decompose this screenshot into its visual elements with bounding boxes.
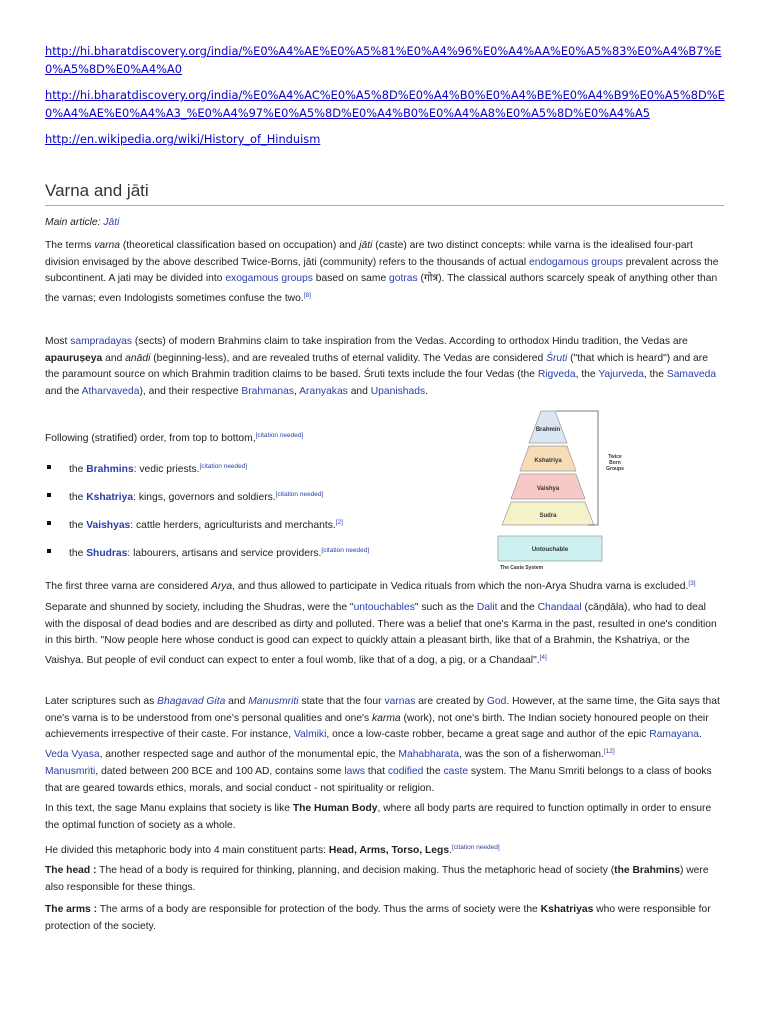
paragraph-arya: The first three varna are considered Arya, and thus allowed to participate in Vedica rituals from which the non-Arya Shudra varna is excluded.[3]	[45, 580, 696, 592]
list-item-vaishyas: the Vaishyas: cattle herders, agriculturists and merchants.[2]	[69, 519, 343, 531]
list-item-kshatriya: the Kshatriya: kings, governors and soldiers.[citation needed]	[69, 491, 324, 503]
paragraph-untouchables: Separate and shunned by society, including the Shudras, were the "untouchables" such as the Dalit and the Chandaal (cāṇḍāla), who had to deal with the disposal of dead bodies and are described as dirty and polluted. There was a belief that one's Karma in the past, resulted in one's condition in this birth. "Now people here whose conduct is good can expect to quickly attain a pleasant birth, like that of a Brahmin, the Kshatriya, or the Vaishya. But people of evil conduct can expect to enter a foul womb, like that of a dog, a pig, or a Chandaal".[4]	[45, 602, 717, 666]
bullet-marker	[47, 465, 51, 469]
link-vaishyas[interactable]: Vaishyas	[86, 520, 131, 531]
paragraph-vedas: Most sampradayas (sects) of modern Brahmins claim to take inspiration from the Vedas. According to orthodox Hindu tradition, the Vedas are apauruṣeya and anādi (beginning-less), and are revealed truths of eternal validity. The Vedas are considered Śruti ("that which is heard") and are the paramount source on which Brahmin tradition claims to be based. Śruti texts include the four Vedas (the Rigveda, the Yajurveda, the Samaveda and the Atharvaveda), and their respective Brahmanas, Aranyakas and Upanishads.	[45, 336, 717, 397]
link-manusmriti-2[interactable]: Manusmriti	[45, 766, 96, 777]
bracket-label-line: Twice	[608, 454, 622, 460]
figure-caption: The Caste System	[500, 565, 544, 571]
link-brahmanas[interactable]: Brahmanas	[241, 385, 295, 397]
link-sruti[interactable]: Śruti	[546, 352, 568, 364]
link-kshatriya[interactable]: Kshatriya	[86, 492, 134, 503]
citation-needed[interactable]: [citation needed]	[321, 547, 370, 554]
link-yajurveda[interactable]: Yajurveda	[598, 369, 644, 380]
label-vaishya: Vaishya	[536, 486, 560, 492]
heading-rule	[45, 205, 724, 206]
link-bhagavad-gita[interactable]: Bhagavad Gita	[157, 696, 226, 707]
link-brahmins[interactable]: Brahmins	[86, 464, 134, 475]
link-god[interactable]: God	[486, 696, 507, 707]
link-dalit[interactable]: Dalit	[476, 602, 498, 613]
link-gotras[interactable]: gotras	[389, 273, 418, 284]
ref-3[interactable]: [3]	[688, 580, 696, 587]
ref-4[interactable]: [4]	[539, 653, 547, 661]
link-varnas[interactable]: varnas	[384, 696, 416, 707]
link-laws[interactable]: laws	[344, 766, 365, 777]
paragraph-manusmriti: Manusmriti, dated between 200 BCE and 100 AD, contains some laws that codified the caste system. The Manu Smriti belongs to a class of books that are geared towards ethics, morals, and social conduct - not spirituality or religion.	[45, 766, 712, 794]
caste-pyramid-figure	[494, 405, 634, 571]
link-rigveda[interactable]: Rigveda	[537, 369, 576, 380]
main-article-note	[45, 215, 725, 232]
link-manusmriti[interactable]: Manusmriti	[248, 696, 299, 707]
link-url-history-of-hinduism[interactable]: http://en.wikipedia.org/wiki/History_of_Hinduism	[45, 132, 321, 146]
link-veda-vyasa[interactable]: Veda Vyasa	[45, 748, 100, 760]
link-chandaal[interactable]: Chandaal	[537, 602, 582, 613]
citation-needed[interactable]: [citation needed]	[255, 432, 304, 439]
link-valmiki[interactable]: Valmiki	[293, 729, 327, 740]
link-upanishads[interactable]: Upanishads	[370, 385, 426, 397]
ref-2[interactable]: [2]	[335, 519, 343, 526]
link-url-mukhprishth[interactable]: http://hi.bharatdiscovery.org/india/%E0%A4%AE%E0%A5%81%E0%A4%96%E0%A4%AA%E0%A5%83%E0%A4%B7%E0%A5%8D%E0%A4%A0	[45, 44, 722, 76]
bullet-marker	[47, 493, 51, 497]
link-exogamous-groups[interactable]: exogamous groups	[225, 273, 313, 284]
list-item-brahmins: the Brahmins: vedic priests.[citation needed]	[69, 463, 248, 475]
citation-needed[interactable]: [citation needed]	[199, 463, 248, 470]
ref-8[interactable]: [8]	[303, 291, 311, 299]
label-sudra: Sudra	[539, 513, 557, 519]
link-samaveda[interactable]: Samaveda	[666, 369, 717, 380]
paragraph-head: The head : The head of a body is required for thinking, planning, and decision making. Thus the metaphoric head of society (the Brahmins) were also responsible for these things.	[45, 865, 709, 893]
bracket-label-line: Groups	[606, 466, 624, 472]
label-brahmin: Brahmin	[535, 427, 561, 433]
link-url-brahman-granth[interactable]: http://hi.bharatdiscovery.org/india/%E0%A4%AC%E0%A5%8D%E0%A4%B0%E0%A4%BE%E0%A4%B9%E0%A5%8D%E0%A4%AE%E0%A4%A3_%E0%A4%97%E0%A5%8D%E0%A4%B0%E0%A4%A8%E0%A5%8D%E0%A4%A5	[45, 88, 725, 120]
link-atharvaveda[interactable]: Atharvaveda	[81, 385, 140, 397]
link-untouchables[interactable]: untouchables	[353, 602, 415, 613]
citation-needed[interactable]: [citation needed]	[451, 844, 500, 851]
label-untouchable: Untouchable	[531, 547, 569, 553]
citation-needed[interactable]: [citation needed]	[275, 491, 324, 498]
label-kshatriya: Kshatriya	[534, 458, 562, 464]
link-mahabharata[interactable]: Mahabharata	[398, 748, 460, 760]
link-codified[interactable]: codified	[387, 766, 424, 777]
paragraph-human-body: In this text, the sage Manu explains that society is like The Human Body, where all body parts are required to function optimally in order to ensure the optimal function of society as a whole.	[45, 803, 712, 831]
paragraph-four-parts: He divided this metaphoric body into 4 main constituent parts: Head, Arms, Torso, Legs.[citation needed]	[45, 844, 500, 856]
main-article-label: Main article:	[45, 217, 104, 228]
bullet-marker	[47, 521, 51, 525]
link-shudras[interactable]: Shudras	[86, 548, 128, 559]
paragraph-varna-jati: The terms varna (theoretical classification based on occupation) and jāti (caste) are two distinct concepts: while varna is the idealised four-part division envisaged by the above described Twice-Borns, jāti (community) refers to the thousands of actual endogamous groups prevalent across the subcontinent. A jati may be divided into exogamous groups based on same gotras (गोत्र). The classical authors scarcely speak of anything other than the varnas; even Indologists sometimes confuse the two.[8]	[45, 240, 719, 304]
bracket-label-line: Born	[609, 460, 621, 466]
list-item-shudras: the Shudras: labourers, artisans and service providers.[citation needed]	[69, 547, 370, 559]
paragraph-later-scriptures: Later scriptures such as Bhagavad Gita and Manusmriti state that the four varnas are created by God. However, at the same time, the Gita says that one's varna is to be understood from one's personal qualities and one's karma (work), not one's birth. The Indian society honoured people on their achievements irrespective of their caste. For instance, Valmiki, once a low-caste robber, became a great sage and author of the epic Ramayana. Veda Vyasa, another respected sage and author of the monumental epic, the Mahabharata, was the son of a fisherwoman.[12]	[45, 696, 720, 760]
link-endogamous-groups[interactable]: endogamous groups	[529, 256, 623, 268]
link-sampradayas[interactable]: sampradayas	[70, 336, 132, 347]
bullet-marker	[47, 549, 51, 553]
link-caste[interactable]: caste	[443, 766, 469, 777]
paragraph-arms: The arms : The arms of a body are responsible for protection of the body. Thus the arms of society were the Kshatriyas who were responsible for protection of the society.	[45, 904, 711, 932]
link-aranyakas[interactable]: Aranyakas	[299, 385, 348, 397]
ref-12[interactable]: [12]	[603, 747, 615, 755]
order-intro: Following (stratified) order, from top to bottom,[citation needed]	[45, 432, 304, 444]
link-jati[interactable]: Jāti	[103, 217, 120, 228]
section-heading: Varna and jāti	[45, 181, 149, 200]
link-ramayana[interactable]: Ramayana	[649, 729, 700, 740]
